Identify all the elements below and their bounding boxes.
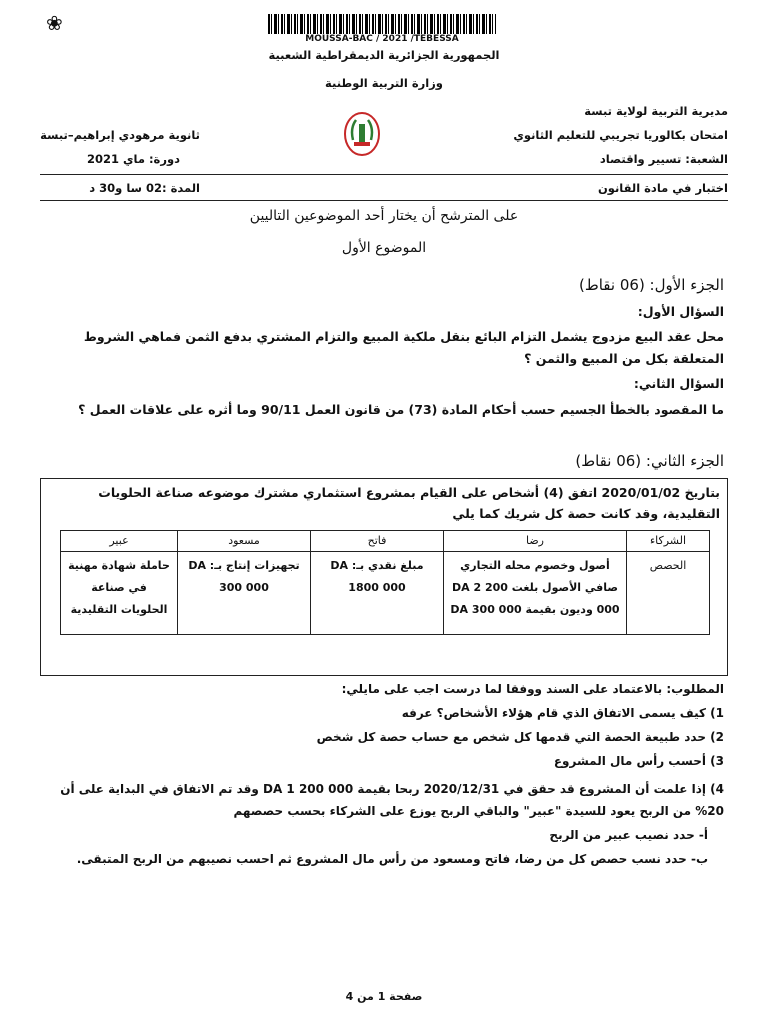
barcode-icon [268,14,496,34]
ministry-emblem-icon [342,110,382,158]
table-header: رضا [444,531,627,552]
part1-title: الجزء الأول: (06 نقاط) [579,276,724,294]
stream: الشعبة: تسيير واقتصاد [599,152,728,166]
question-item: 2) حدد طبيعة الحصة التي قدمها كل شخص مع حساب حصة كل شخص [316,730,724,744]
part2-title: الجزء الثاني: (06 نقاط) [575,452,724,470]
ministry-title: وزارة التربية الوطنية [325,76,443,90]
sub-question-a: أ- حدد نصيب عبير من الربح [549,828,708,842]
case-text: بتاريخ 2020/01/02 اتفق (4) أشخاص على القيام بمشروع استثماري مشترك موضوعه صناعة الحلويات التقليدية، وقد كانت حصة كل شريك كما يلي [98,485,720,521]
barcode-caption: MOUSSA-BAC / 2021 /TEBESSA [305,34,459,44]
question-item: 1) كيف يسمى الاتفاق الذي قام هؤلاء الأشخاص؟ عرفه [401,706,724,720]
table-row [61,552,710,635]
required-title: المطلوب: بالاعتماد على السند ووفقا لما درست اجب على مايلي: [341,682,724,696]
flower-ornament-icon: ❀ [46,11,63,35]
duration: المدة :02 سا و30 د [89,181,200,195]
exam-title: امتحان بكالوريا تجريبي للتعليم الثانوي [513,128,728,142]
session: دورة: ماي 2021 [86,152,180,166]
topic-title: الموضوع الأول [341,240,427,256]
instruction: على المترشح أن يختار أحد الموضوعين التاليين [249,208,519,224]
sub-question-b: ب- حدد نسب حصص كل من رضا، فاتح ومسعود من رأس مال المشروع ثم احسب نصيبهم من الربح المتبقى. [76,852,708,866]
table-cell: مبلغ نقدي بـ: DA 1800 000 [311,552,444,635]
header-divider [40,174,728,175]
part1-q1-text: محل عقد البيع مزدوج يشمل التزام البائع بنقل ملكية المبيع والتزام المشتري بدفع الثمن فماهي الشروط المتعلقة بكل من المبيع والثمن ؟ [83,329,724,366]
school-name: ثانوية مرهودي إبراهيم–تبسة [40,128,200,142]
header-divider-2 [40,200,728,201]
table-header-row [61,531,710,552]
table-row-label: الحصص [627,552,710,635]
part1-q2-text: ما المقصود بالخطأ الجسيم حسب أحكام المادة (73) من قانون العمل 90/11 وما أثره على علاقات العمل ؟ [78,402,724,417]
table-cell: تجهيزات إنتاج بـ: DA 300 000 [178,552,311,635]
table-cell: حاملة شهادة مهنية في صناعة الحلويات التقليدية [61,552,178,635]
table-header: فاتح [311,531,444,552]
part1-q2-title: السؤال الثاني: [633,376,724,391]
directorate: مديرية التربية لولاية تبسة [584,104,728,118]
table-cell: أصول وخصوم محله التجاري صافي الأصول بلغت DA 2 200 000 وديون بقيمة DA 300 000 [444,552,627,635]
page-number: صفحة 1 من 4 [345,990,423,1003]
question-item: 4) إذا علمت أن المشروع قد حقق في 2020/12/31 ربحا بقيمة DA 1 200 000 وقد تم الاتفاق في البداية على أن 20% من الربح يعود للسيدة "عبير" والباقي الربح يوزع على الشركاء بحسب حصصهم [60,782,724,818]
republic-title: الجمهورية الجزائرية الديمقراطية الشعبية [268,48,500,62]
table-header: عبير [61,531,178,552]
table-header: الشركاء [627,531,710,552]
part1-q1-title: السؤال الأول: [637,304,724,319]
table-header: مسعود [178,531,311,552]
partners-table [60,530,710,635]
question-item: 3) أحسب رأس مال المشروع [553,754,724,768]
subject: اختبار في مادة القانون [597,181,728,195]
